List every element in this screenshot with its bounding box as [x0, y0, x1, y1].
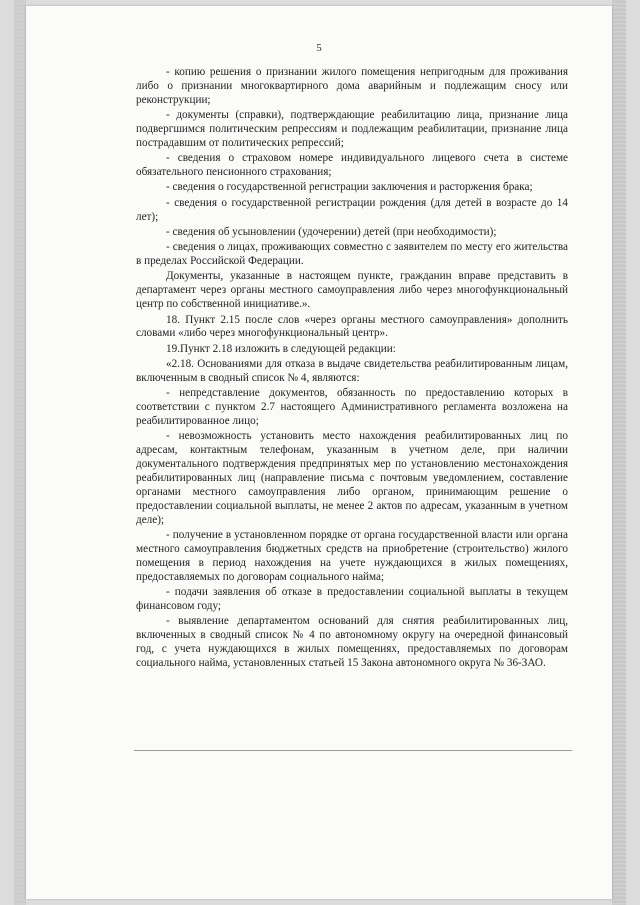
paragraph-1: - копию решения о признании жилого помещения непригодным для проживания либо о признании многоквартирного дома аварийным и подлежащим сносу или реконструкции; — [136, 66, 568, 106]
page-divider — [134, 750, 572, 751]
document-page — [26, 6, 612, 899]
paragraph-6: - сведения об усыновлении (удочерении) детей (при необходимости); — [166, 225, 497, 238]
paragraph-3: - сведения о страховом номере индивидуального лицевого счета в системе обязательного пенсионного страхования; — [136, 152, 568, 179]
paragraph-7: - сведения о лицах, проживающих совместно с заявителем по месту его жительства в пределах Российской Федерации. — [136, 241, 568, 268]
paragraph-4: - сведения о государственной регистрации заключения и расторжения брака; — [166, 181, 533, 194]
paragraph-11: «2.18. Основаниями для отказа в выдаче свидетельства реабилитированным лицам, включенным в сводный список № 4, являются: — [136, 358, 568, 384]
paragraph-8: Документы, указанные в настоящем пункте, гражданин вправе представить в департамент через органы местного самоуправления либо через многофункциональный центр по собственной инициативе.». — [136, 270, 568, 311]
paragraph-2: - документы (справки), подтверждающие реабилитацию лица, признание лица подвергшимся политическим репрессиям и подлежащим реабилитации, признание лица пострадавшим от политических репрессий; — [136, 109, 568, 149]
paragraph-13: - невозможность установить место нахождения реабилитированных лиц по адресам, контактным телефонам, указанным в учетном деле, при наличии документального подтверждения предпринятых мер по установлению местонахождения реабилитированных лиц (направление письма с почтовым уведомлением, составление органами местного самоуправления либо органом, принимающим решение о предоставлении социальной выплаты, не менее 2 актов по адресам, указанным в учетном деле); — [136, 430, 568, 526]
paragraph-15: - подачи заявления об отказе в предоставлении социальной выплаты в текущем финансовом году; — [136, 586, 568, 612]
page-number: 5 — [316, 42, 322, 54]
scan-edge-left — [14, 0, 26, 905]
paragraph-5: - сведения о государственной регистрации рождения (для детей в возрасте до 14 лет); — [136, 196, 568, 223]
document-body — [136, 66, 568, 672]
scan-edge-right — [612, 0, 626, 905]
paragraph-10: 19.Пункт 2.18 изложить в следующей редакции: — [166, 342, 396, 355]
paragraph-16: - выявление департаментом оснований для снятия реабилитированных лиц, включенных в сводный список № 4 по автономному округу на очередной финансовый год, с учета нуждающихся в жилых помещениях, предоставляемых по договорам социального найма, установленных статьей 15 Закона автономного округа № 36-ЗАО. — [136, 615, 568, 670]
paragraph-14: - получение в установленном порядке от органа государственной власти или органа местного самоуправления бюджетных средств на приобретение (строительство) жилого помещения в период нахождения на учете нуждающихся в жилых помещениях, предоставляемых по договорам социального найма; — [136, 529, 568, 583]
paragraph-12: - непредставление документов, обязанность по предоставлению которых в соответствии с пунктом 2.7 настоящего Административного регламента возложена на реабилитированное лицо; — [136, 387, 568, 428]
paragraph-9: 18. Пункт 2.15 после слов «через органы местного самоуправления» дополнить словами «либо через многофункциональный центр». — [136, 313, 568, 340]
